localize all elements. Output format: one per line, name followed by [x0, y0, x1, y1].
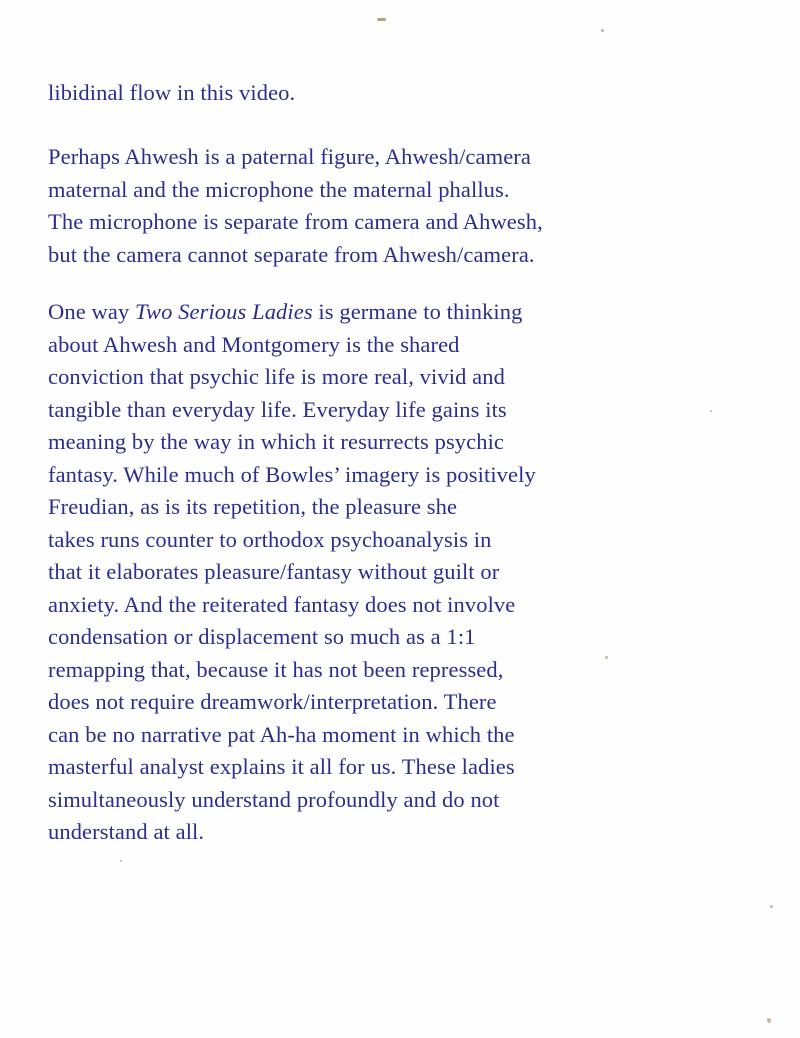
text-line: anxiety. And the reiterated fantasy does not involve	[48, 591, 516, 617]
text-line: but the camera cannot separate from Ahwesh/camera.	[48, 241, 535, 267]
text-line: that it elaborates pleasure/fantasy without guilt or	[48, 559, 500, 584]
paragraph-2	[48, 141, 688, 271]
text-line-with-title	[48, 296, 688, 329]
text-line: meaning by the way in which it resurrects psychic	[48, 429, 505, 454]
book-title: Two Serious Ladies	[135, 299, 313, 324]
text-line: simultaneously understand profoundly and do not	[48, 786, 500, 812]
text-fragment: is germane to thinking	[312, 299, 523, 324]
paper-speck	[605, 656, 608, 659]
paper-speck	[120, 860, 122, 862]
text-line: Perhaps Ahwesh is a paternal figure, Ahwesh/camera	[48, 144, 531, 169]
paragraph-1	[48, 77, 688, 110]
text-line: Freudian, as is its repetition, the pleasure she	[48, 494, 458, 519]
text-line: remapping that, because it has not been repressed,	[48, 656, 504, 682]
text-line: fantasy. While much of Bowles’ imagery is positively	[48, 461, 536, 487]
text-line: The microphone is separate from camera and Ahwesh,	[48, 209, 543, 234]
text-line: does not require dreamwork/interpretation. There	[48, 689, 497, 714]
text-fragment: One way	[48, 299, 136, 324]
text-line: maternal and the microphone the maternal phallus.	[48, 176, 510, 202]
paper-speck	[767, 1018, 771, 1023]
text-line: about Ahwesh and Montgomery is the shared	[48, 331, 460, 357]
text-line: masterful analyst explains it all for us. These ladies	[48, 754, 515, 779]
paragraph-3	[48, 296, 688, 849]
paper-mark	[377, 18, 386, 21]
text-line: tangible than everyday life. Everyday life gains its	[48, 396, 507, 422]
text-line: understand at all.	[48, 819, 205, 844]
paper-speck	[710, 410, 712, 412]
paper-speck	[601, 29, 604, 32]
paper-speck	[770, 905, 773, 908]
text-line: condensation or displacement so much as a 1:1	[48, 624, 476, 649]
text-line: takes runs counter to orthodox psychoanalysis in	[48, 526, 492, 552]
text-line: libidinal flow in this video.	[48, 80, 296, 105]
text-line: conviction that psychic life is more real, vivid and	[48, 364, 505, 389]
text-line: can be no narrative pat Ah-ha moment in which the	[48, 721, 515, 747]
